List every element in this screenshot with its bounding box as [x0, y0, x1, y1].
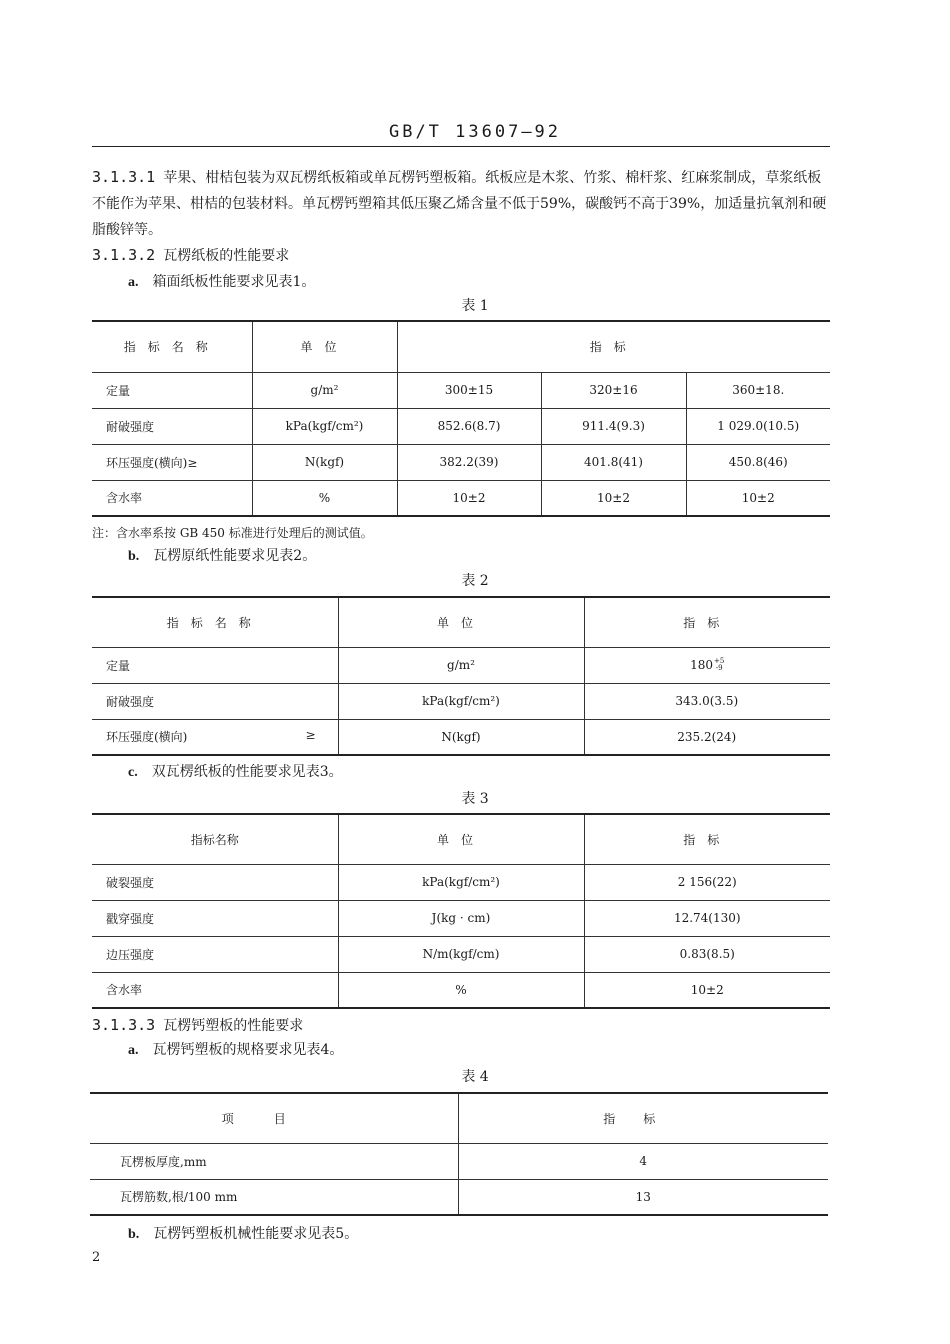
table-header-row	[92, 321, 830, 372]
row-name: 瓦楞板厚度,mm	[90, 1143, 458, 1179]
header-name: 指标名称	[92, 597, 338, 647]
item-text: 瓦楞钙塑板的规格要求见表4。	[152, 1042, 344, 1058]
header-unit: 单位	[338, 597, 584, 647]
header-value: 指标	[397, 321, 830, 372]
section-number: 3.1.3.3	[92, 1016, 156, 1034]
row-value: 10±2	[584, 972, 830, 1008]
item-c-table3-ref	[128, 762, 343, 783]
row-unit: J(kg · cm)	[338, 900, 584, 936]
header-unit: 单位	[252, 321, 397, 372]
table1-note: 注：含水率系按 GB 450 标准进行处理后的测试值。	[92, 526, 373, 540]
header-name: 指标名称	[92, 814, 338, 864]
table-row	[92, 480, 830, 516]
table2	[92, 596, 830, 756]
item-a-table4-ref	[128, 1040, 343, 1061]
row-value: 2 156(22)	[584, 864, 830, 900]
table-row	[92, 372, 830, 408]
table3-caption: 表 3	[461, 791, 489, 807]
row-value-text: 343.0(3.5)	[675, 694, 739, 708]
table-row	[92, 864, 830, 900]
row-unit: %	[338, 972, 584, 1008]
table3	[92, 813, 830, 1009]
row-value: 300±15	[397, 372, 541, 408]
header-name: 指标名称	[92, 321, 252, 372]
row-value: 10±2	[541, 480, 686, 516]
table4	[90, 1092, 828, 1216]
item-text: 双瓦楞纸板的性能要求见表3。	[151, 764, 343, 780]
page-number: 2	[92, 1250, 101, 1265]
item-label: a.	[128, 275, 139, 290]
table-row	[92, 408, 830, 444]
section-3-1-3-3	[92, 1012, 834, 1039]
header-unit: 单位	[338, 814, 584, 864]
table1	[92, 320, 830, 517]
row-value: 382.2(39)	[397, 444, 541, 480]
tolerance	[714, 658, 724, 672]
item-label: c.	[128, 765, 138, 780]
item-label: b.	[128, 549, 140, 564]
table-row	[92, 719, 830, 755]
table4-caption: 表 4	[461, 1069, 489, 1085]
row-name: 环压强度(横向)≥	[92, 444, 252, 480]
table-row	[92, 900, 830, 936]
section-3-1-3-1	[92, 164, 834, 243]
item-label: a.	[128, 1043, 139, 1058]
section-title: 瓦楞钙塑板的性能要求	[163, 1018, 304, 1034]
ge-symbol: ≥	[305, 728, 316, 743]
row-value: 401.8(41)	[541, 444, 686, 480]
item-text: 瓦楞原纸性能要求见表2。	[153, 548, 317, 564]
row-name: 戳穿强度	[92, 900, 338, 936]
table-row	[92, 972, 830, 1008]
tolerance-plus: +5	[714, 657, 725, 666]
row-unit: g/m²	[338, 647, 584, 683]
section-title: 瓦楞纸板的性能要求	[163, 248, 290, 264]
row-unit: kPa(kgf/cm²)	[252, 408, 397, 444]
row-value: 10±2	[397, 480, 541, 516]
row-name	[92, 719, 338, 755]
row-name: 含水率	[92, 480, 252, 516]
row-name: 定量	[92, 372, 252, 408]
row-value: 0.83(8.5)	[584, 936, 830, 972]
row-value: 450.8(46)	[686, 444, 830, 480]
item-b-table2-ref	[128, 546, 316, 567]
row-unit: N/m(kgf/cm)	[338, 936, 584, 972]
row-name: 边压强度	[92, 936, 338, 972]
table-header-row	[92, 814, 830, 864]
row-name: 含水率	[92, 972, 338, 1008]
row-value: 852.6(8.7)	[397, 408, 541, 444]
section-number: 3.1.3.2	[92, 246, 156, 264]
header-value: 指标	[584, 597, 830, 647]
header-name: 项目	[90, 1093, 458, 1143]
row-value: 320±16	[541, 372, 686, 408]
section-text: 苹果、柑桔包装为双瓦楞纸板箱或单瓦楞钙塑板箱。纸板应是木浆、竹浆、棉杆浆、红麻浆制成，草浆纸板不能作为苹果、柑桔的包装材料。单瓦楞钙塑箱其低压聚乙烯含量不低于59%，碳酸钙不高于39%，加适量抗氧剂和硬脂酸锌等。	[92, 170, 827, 238]
row-name: 耐破强度	[92, 408, 252, 444]
section-number: 3.1.3.1	[92, 168, 156, 186]
row-value	[584, 683, 830, 719]
row-name-text: 环压强度(横向)	[106, 730, 188, 745]
section-3-1-3-2	[92, 242, 834, 269]
row-name-text: 定量	[106, 658, 131, 673]
row-unit: %	[252, 480, 397, 516]
table-row	[90, 1179, 828, 1215]
table-row	[92, 683, 830, 719]
row-value: 4	[458, 1143, 828, 1179]
row-value: 13	[458, 1179, 828, 1215]
table-row	[90, 1143, 828, 1179]
table2-caption: 表 2	[461, 573, 489, 589]
item-text: 瓦楞钙塑板机械性能要求见表5。	[153, 1226, 359, 1242]
row-name: 瓦楞筋数,根/100 mm	[90, 1179, 458, 1215]
row-value: 10±2	[686, 480, 830, 516]
table-header-row	[90, 1093, 828, 1143]
page-header: GB/T 13607—92	[388, 122, 562, 142]
row-unit: kPa(kgf/cm²)	[338, 683, 584, 719]
row-name	[92, 683, 338, 719]
item-b-table5-ref	[128, 1224, 358, 1245]
row-value: 360±18.	[686, 372, 830, 408]
row-unit: kPa(kgf/cm²)	[338, 864, 584, 900]
header-value: 指标	[458, 1093, 828, 1143]
row-unit: g/m²	[252, 372, 397, 408]
table-header-row	[92, 597, 830, 647]
table-row	[92, 647, 830, 683]
row-value: 12.74(130)	[584, 900, 830, 936]
row-value	[584, 647, 830, 683]
row-value: 911.4(9.3)	[541, 408, 686, 444]
row-value-text: 180	[690, 657, 714, 672]
header-value: 指标	[584, 814, 830, 864]
row-unit: N(kgf)	[252, 444, 397, 480]
row-unit: N(kgf)	[338, 719, 584, 755]
table-row	[92, 444, 830, 480]
tolerance-minus: -9	[715, 664, 723, 673]
item-label: b.	[128, 1227, 140, 1242]
row-name	[92, 647, 338, 683]
row-value	[584, 719, 830, 755]
item-a-table1-ref	[128, 272, 315, 293]
item-text: 箱面纸板性能要求见表1。	[152, 274, 316, 290]
table-row	[92, 936, 830, 972]
header-divider	[92, 146, 830, 147]
row-value-text: 235.2(24)	[677, 729, 737, 744]
row-name-text: 耐破强度	[106, 694, 155, 709]
row-name: 破裂强度	[92, 864, 338, 900]
table1-caption: 表 1	[461, 298, 489, 314]
row-value: 1 029.0(10.5)	[686, 408, 830, 444]
